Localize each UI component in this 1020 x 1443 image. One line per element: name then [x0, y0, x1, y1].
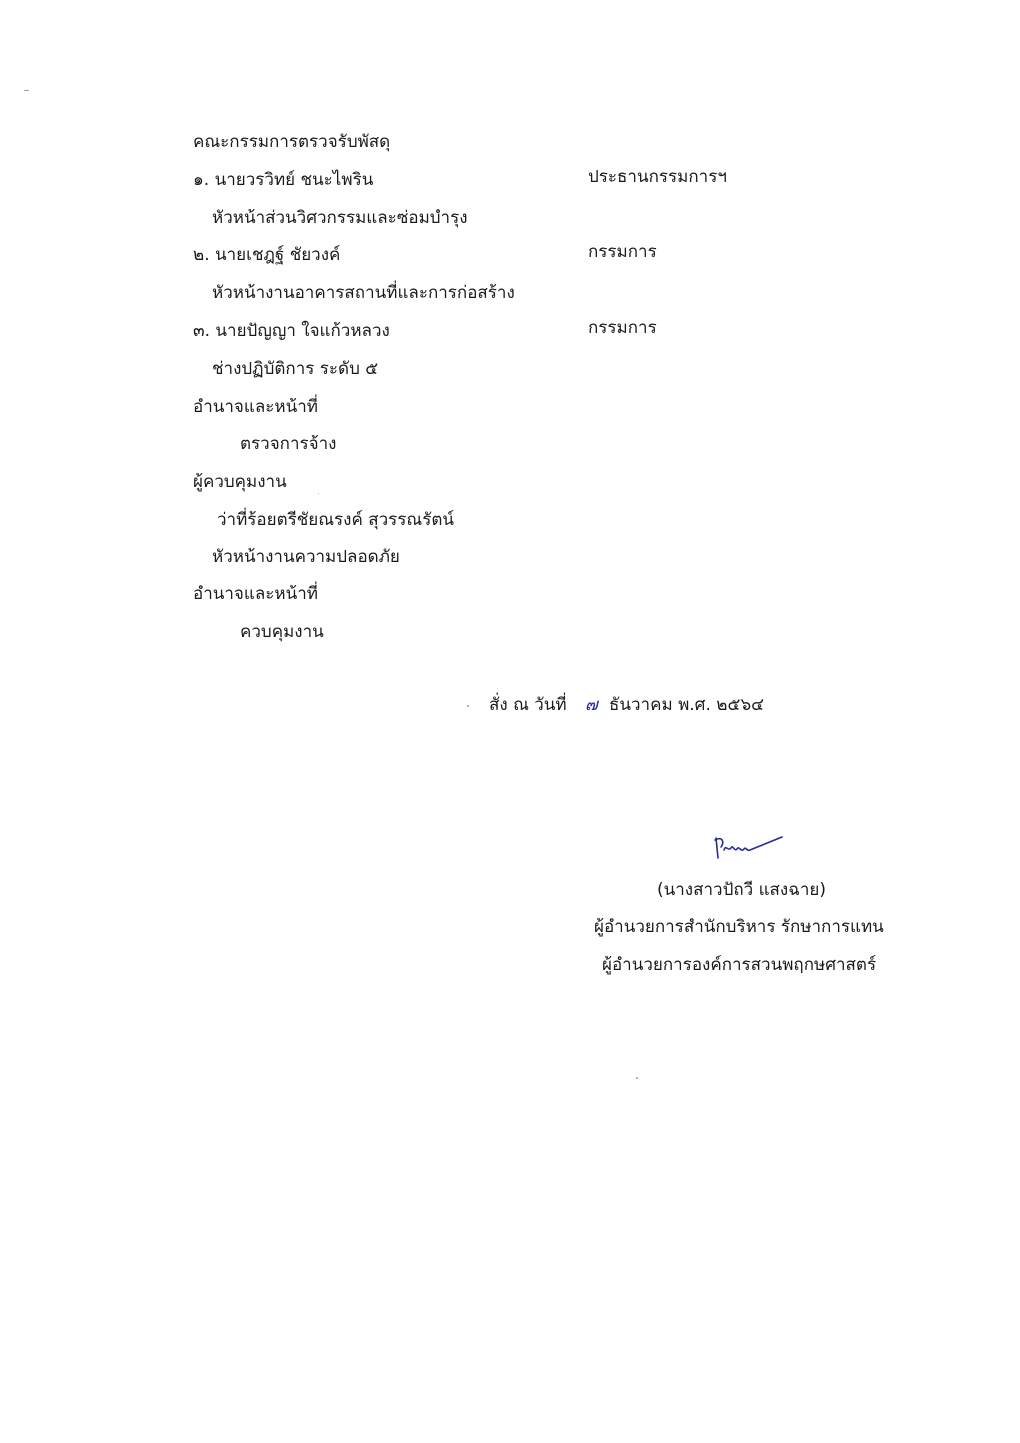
order-date-rest: ธันวาคม พ.ศ. ๒๕๖๔ — [609, 695, 765, 715]
committee-heading: คณะกรรมการตรวจรับพัสดุ — [193, 132, 391, 152]
member-2-position: หัวหน้างานอาคารสถานที่และการก่อสร้าง — [212, 283, 515, 303]
member-1-position: หัวหน้าส่วนวิศวกรรมและซ่อมบำรุง — [212, 208, 468, 228]
order-date-prefix: สั่ง ณ วันที่ — [489, 695, 567, 715]
supervisor-duty: ควบคุมงาน — [240, 622, 324, 642]
supervisor-heading: ผู้ควบคุมงาน — [193, 472, 287, 492]
member-3-role: กรรมการ — [588, 318, 657, 338]
committee-duty: ตรวจการจ้าง — [240, 434, 337, 454]
scan-speck — [318, 493, 319, 494]
supervisor-name: ว่าที่ร้อยตรีชัยณรงค์ สุวรรณรัตน์ — [217, 510, 454, 530]
scan-speck — [636, 1077, 638, 1079]
committee-duty-heading: อำนาจและหน้าที่ — [193, 397, 318, 417]
member-2-name: ๒. นายเชฎฐ์ ชัยวงค์ — [193, 245, 341, 265]
supervisor-duty-heading: อำนาจและหน้าที่ — [193, 584, 318, 604]
signatory-title-line1: ผู้อำนวยการสำนักบริหาร รักษาการแทน — [594, 917, 884, 937]
signature-image — [712, 832, 786, 862]
signatory-name: (นางสาวปัถวี แสงฉาย) — [657, 880, 826, 900]
signatory-title-line2: ผู้อำนวยการองค์การสวนพฤกษศาสตร์ — [602, 955, 877, 975]
scan-speck — [24, 90, 29, 91]
supervisor-position: หัวหน้างานความปลอดภัย — [212, 547, 400, 567]
member-3-name: ๓. นายปัญญา ใจแก้วหลวง — [193, 321, 390, 341]
order-date-day: ๗ — [585, 695, 598, 715]
member-3-position: ช่างปฏิบัติการ ระดับ ๕ — [212, 359, 379, 379]
member-1-name: ๑. นายวรวิทย์ ชนะไพริน — [193, 170, 374, 190]
scan-speck — [467, 705, 469, 707]
member-2-role: กรรมการ — [588, 242, 657, 262]
member-1-role: ประธานกรรมการฯ — [588, 167, 727, 187]
